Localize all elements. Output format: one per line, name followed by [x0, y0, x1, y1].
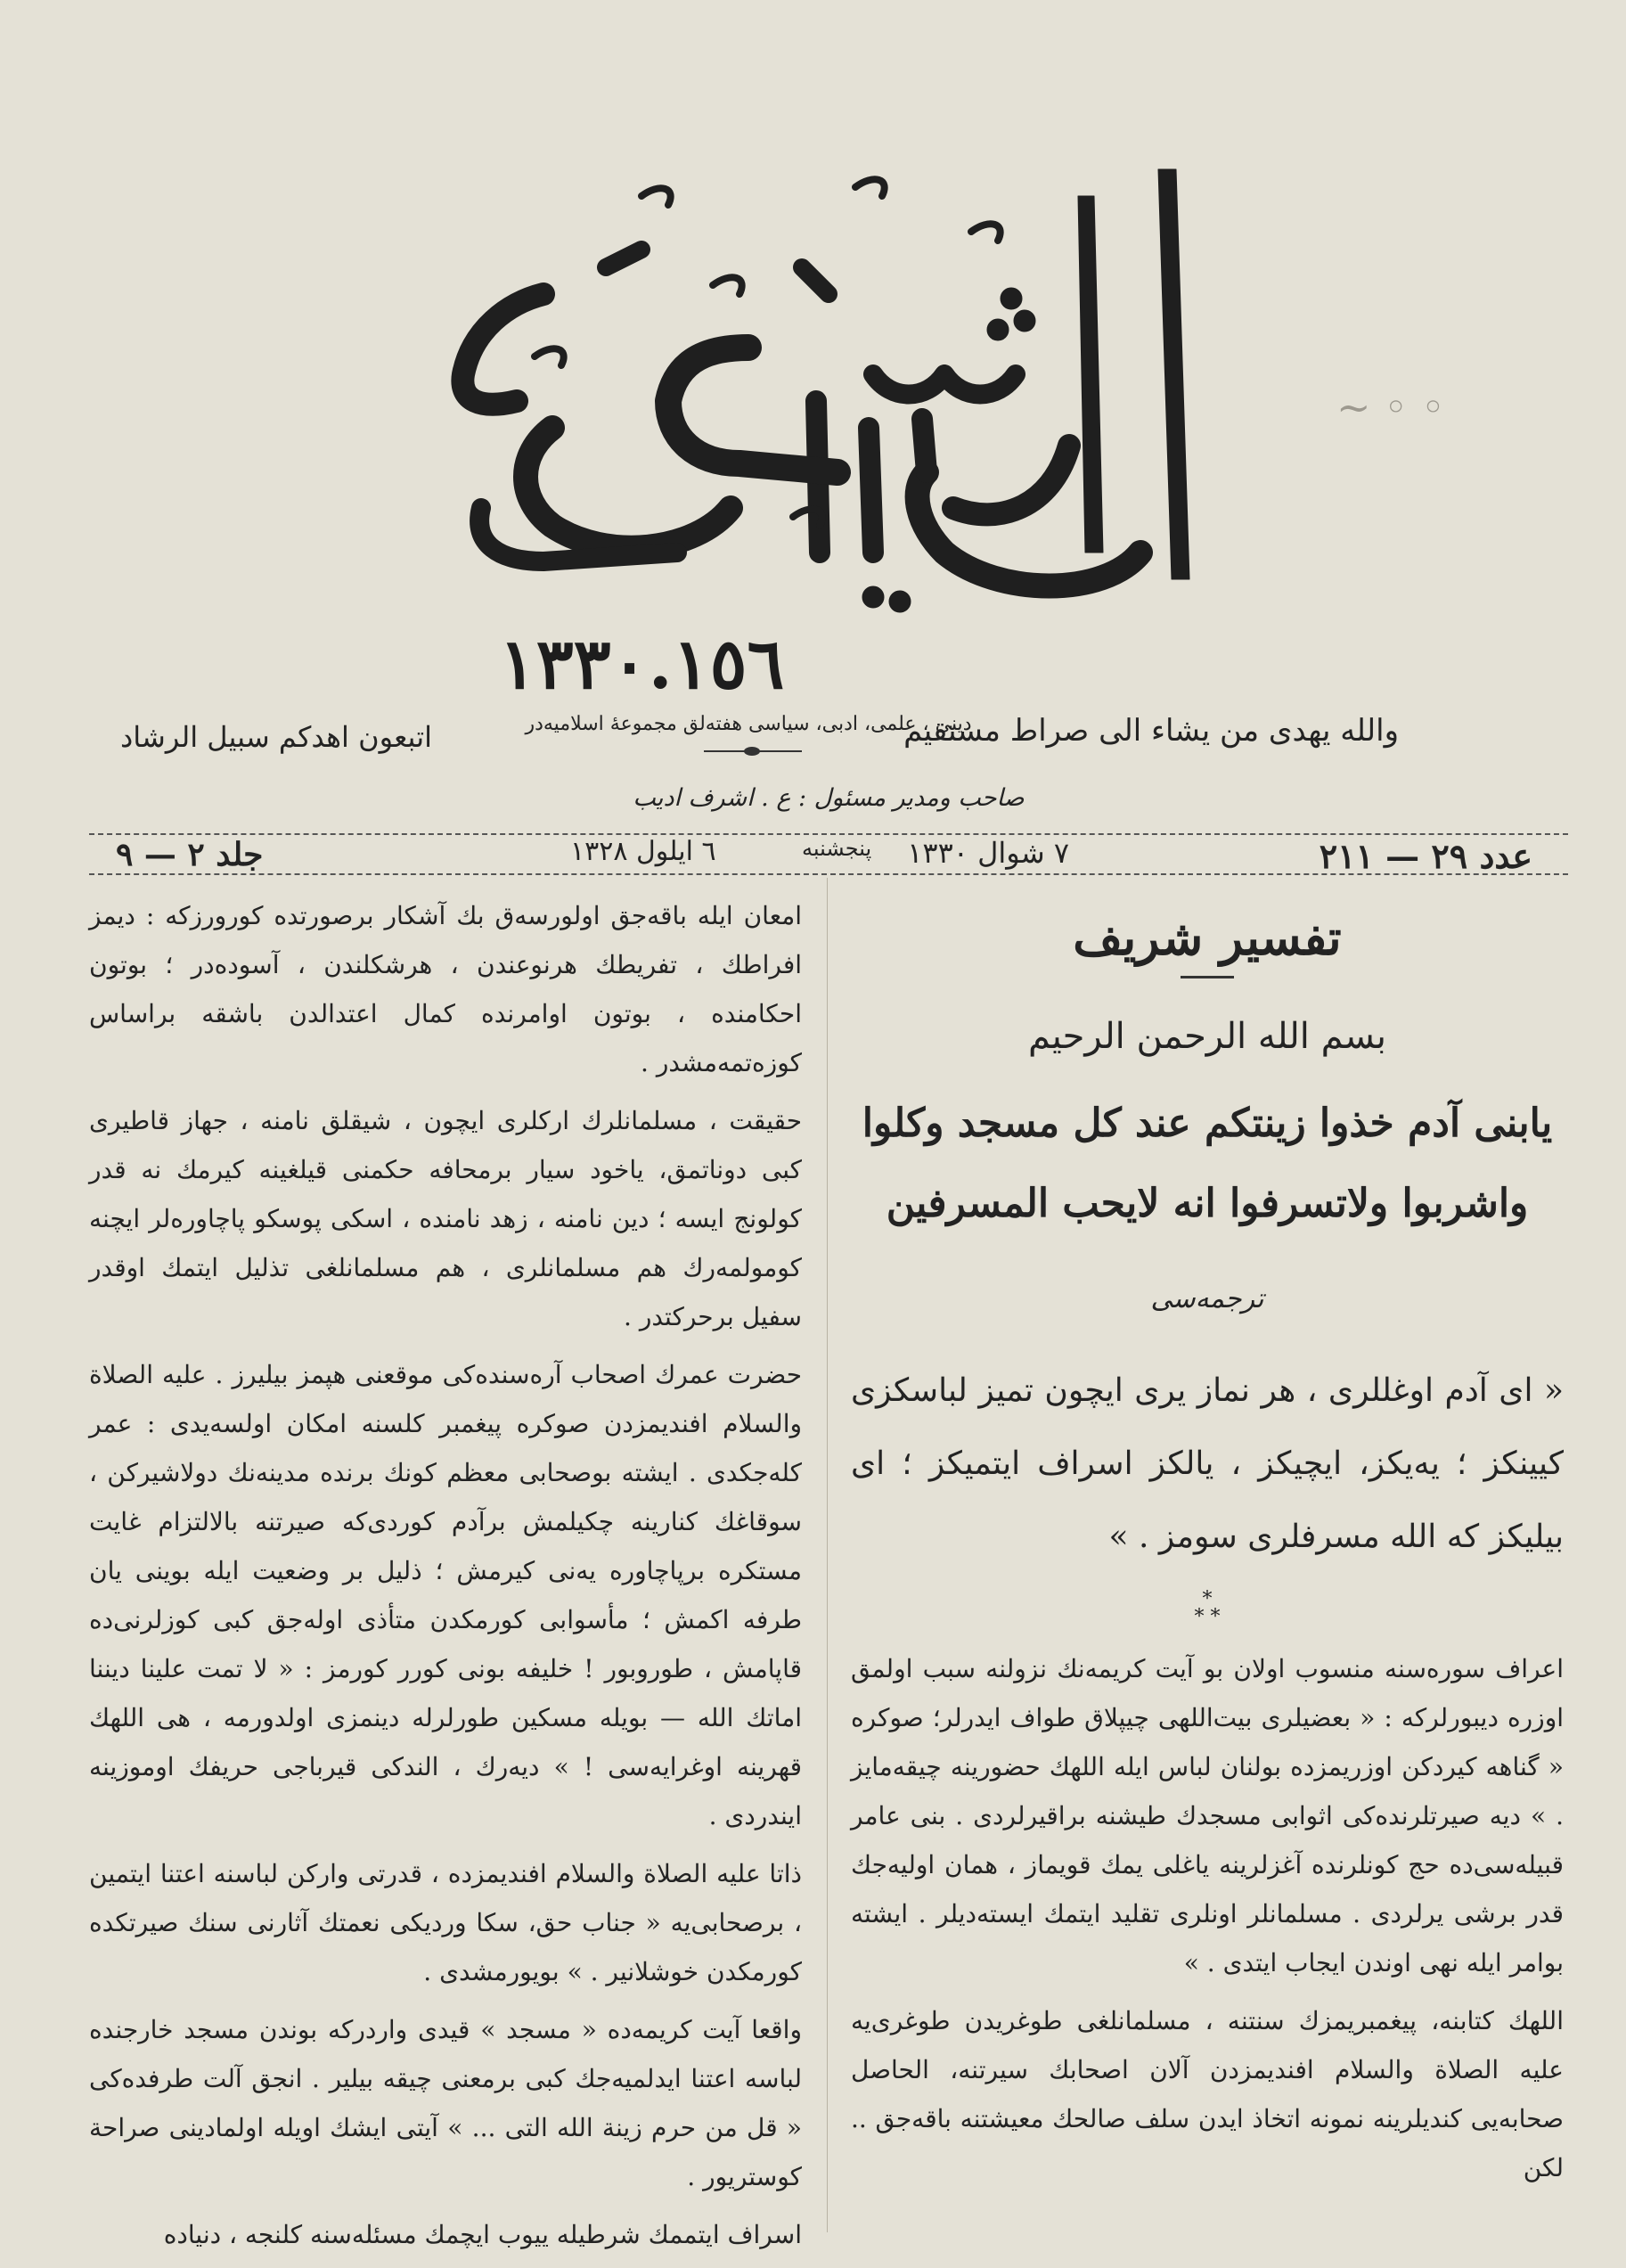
issue-bar-bottom-rule — [89, 873, 1568, 875]
verse-line-1: يابنى آدم خذوا زينتكم عند كل مسجد وكلوا — [862, 1101, 1553, 1146]
left-paragraph-1: امعان ايله باقه‌جق اولورسه‌ق بك آشكار برصورتده كورورزكه : ديمز افراطك ، تفريطك هرنوعندن ، هرشكلندن ، آسوده‌در ؛ بوتون احكامنده ، بوتون اوامرنده كمال اعتدالدن باشقه براساس كوزه‌تمه‌مشدر . — [89, 901, 802, 1077]
left-paragraph-2: حقيقت ، مسلمانلرك اركلرى ايچون ، شيقلق نامنه ، جهاز قاطيرى كبى دوناتمق، ياخود سيار برمحافه حكمنى قيلغينه كيرمك نه قدر كولونج ايسه ؛ دين نامنه ، زهد نامنده ، اسكى پوسكو پاچاوره‌لر ايچنه كومولمه‌رك هم مسلمانلرى ، هم مسلمانلغى تذليل ايتمك اوقدر سفيل برحركتدر . — [89, 1106, 802, 1331]
masthead-subtitle: دينى ، علمى، ادبى، سياسى هفته‌لق مجموعهٔ اسلاميه‌در — [525, 713, 972, 735]
right-paragraph-1: اعراف سوره‌سنه منسوب اولان بو آيت كريمه‌نك نزولنه سبب اولمق اوزره ديبورلركه : « بعضيلرى بيت‌اللهى چيپلاق طواف ايدرلر؛ صوكره « گناهه كيردكن اوزريمزده بولنان لباس ايله اللهك حضورينه چيقه‌مايز . » ديه صيرتلرنده‌كى اثوابى مسجدك طيشنه براقيرلردى . بنى عامر قبيله‌سى‌ده حج كونلرنده آغزلرينه ياغلى يمك قويماز ، همان اوليه‌جك قدر برشى يرلردى . مسلمانلر اونلرى تقليد ايتمك ايسته‌ديلر . ايشته بوامر ايله نهى اوندن ايجاب ايتدى . » — [851, 1654, 1564, 1977]
left-paragraph-5: واقعا آيت كريمه‌ده « مسجد » قيدى واردركه بوندن مسجد خارجنده لباسه اعتنا ايدلميه‌جك كبى برمعنى چيقه بيلير . انجق آلت طرفده‌كى « قل من حرم زينة الله التى ... » آيتى ايشك اويله اولمادينى صراحة كوستريور . — [89, 2015, 802, 2191]
translation-text: « اى آدم اوغللرى ، هر نماز يرى ايچون تميز لباسكزى كيينكز ؛ يه‌يكز، ايچيكز ، يالكز اسراف ايتميكز ؛ اى بيليكز كه الله مسرفلرى سومز . » — [851, 1372, 1564, 1555]
calligraphy-logo — [374, 134, 1265, 633]
volume-number: جلد ٢ — ٩ — [116, 836, 264, 873]
column-divider — [827, 878, 828, 2232]
issue-bar-top-rule — [89, 833, 1568, 835]
masthead-calligraphy — [374, 134, 1265, 633]
issue-number: عدد ٢٩ — ٢١١ — [1319, 836, 1532, 876]
ornament-divider — [704, 750, 802, 752]
left-paragraph-3: حضرت عمرك اصحاب آره‌سنده‌كى موقعنى هپمز بيليرز . عليه الصلاة والسلام افنديمزدن صوكره پيغمبر كلسنه امكان اولسه‌يدى : عمر كله‌جكدى . ايشته بوصحابى معظم كونك برنده مدينه‌نك دولاشيركن ، سوقاغك كنارينه چكيلمش برآدم كوردى‌كه صيرتنه بالالتزام غايت مستكره برپاچاوره يه‌نى كيرمش ؛ ذليل بر وضعيت ايله بوينى يان طرفه اكمش ؛ مأسوابى كورمكدن متأذى اوله‌جق كبى كوزلرنى‌ده قاپامش ، طوروبور ! خليفه بونى كورر كورمز : « لا تمت علينا ديننا اماتك الله — بويله مسكين طورلرله دينمزى اولدورمه ، هى اللهك قهرينه اوغرايه‌سى ! » ديه‌رك ، الندكى قيرباجى حريفك اوموزينه ايندردى . — [89, 1360, 802, 1830]
issue-bar — [89, 836, 1568, 876]
asterism-divider: * * * — [1194, 1588, 1221, 1628]
right-column-body — [851, 1644, 1564, 2201]
rumi-date: ٦ ايلول ١٣٢٨ — [570, 836, 716, 867]
basmala: بسم الله الرحمن الرحيم — [1027, 1016, 1387, 1057]
faint-stamp-glyph: ~ ◦ ◦ — [1336, 383, 1446, 431]
left-column-body — [89, 891, 802, 2268]
masthead-motto-right: والله يهدى من يشاء الى صراط مستقيم — [903, 713, 1399, 749]
section-title-rule — [1181, 976, 1234, 978]
masthead-year: ١٣٣٠.١٥٦ — [499, 624, 785, 705]
translation-heading: ترجمه‌سى — [1150, 1283, 1264, 1314]
weekday: پنجشنبه — [802, 836, 872, 861]
masthead-motto-left: اتبعون اهدكم سبيل الرشاد — [120, 720, 432, 754]
left-paragraph-6: اسراف ايتممك شرطيله ييوب ايچمك مسئله‌سنه كلنجه ، دنياده — [163, 2220, 802, 2249]
masthead-owner: صاحب ومدير مسئول : ع . اشرف اديب — [633, 784, 1025, 812]
section-title: تفسير شريف — [1073, 909, 1342, 966]
verse-line-2: واشربوا ولاتسرفوا انه لايحب المسرفين — [886, 1181, 1529, 1226]
right-paragraph-2: اللهك كتابنه، پيغمبريمزك سنتنه ، مسلمانلغى طوغريدن طوغرى‌يه عليه الصلاة والسلام افنديمزدن آلان اصحابك سيرتنه، الحاصل صحابه‌يى كنديلرينه نمونه اتخاذ ايدن سلف صالحك معيشتنه باقه‌جق .. لكن — [851, 2006, 1564, 2182]
hijri-date: ٧ شوال ١٣٣٠ — [907, 836, 1069, 870]
left-paragraph-4: ذاتا عليه الصلاة والسلام افنديمزده ، قدرتى واركن لباسنه اعتنا ايتمين ، برصحابى‌يه « جناب حق، سكا ورديكى نعمتك آثارنى سنك صيرتكده كورمكدن خوشلانير . » بويورمشدى . — [89, 1859, 802, 1986]
